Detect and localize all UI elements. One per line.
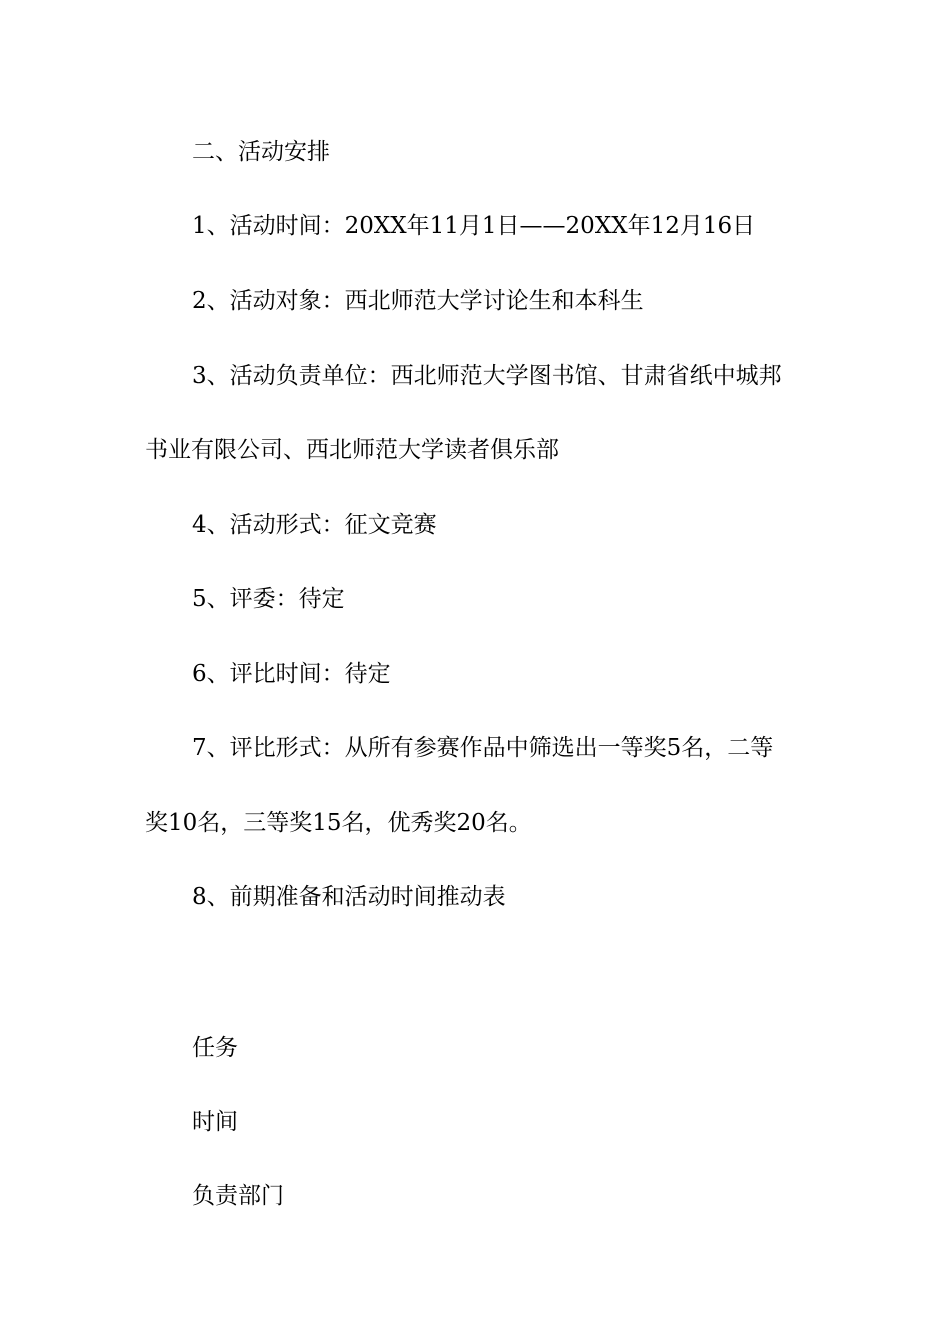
item-judging-form-line2: 奖10名，三等奖15名，优秀奖20名。: [145, 810, 532, 836]
item-responsible-units-line2: 书业有限公司、西北师范大学读者俱乐部: [145, 437, 559, 463]
item-activity-time: 1、活动时间：20XX年11月1日——20XX年12月16日: [192, 213, 756, 239]
table-header-task: 任务: [192, 1035, 238, 1061]
item-judging-form-line1: 7、评比形式：从所有参赛作品中筛选出一等奖5名，二等: [192, 735, 774, 761]
item-activity-target: 2、活动对象：西北师范大学讨论生和本科生: [192, 288, 644, 314]
item-judges: 5、评委：待定: [192, 586, 345, 612]
item-judging-time: 6、评比时间：待定: [192, 661, 391, 687]
table-header-department: 负责部门: [192, 1183, 284, 1209]
item-schedule-table-title: 8、前期准备和活动时间推动表: [192, 884, 506, 910]
item-activity-form: 4、活动形式：征文竞赛: [192, 512, 437, 538]
table-header-time: 时间: [192, 1109, 238, 1135]
section-heading: 二、活动安排: [192, 139, 330, 165]
item-responsible-units-line1: 3、活动负责单位：西北师范大学图书馆、甘肃省纸中城邦: [192, 363, 782, 389]
